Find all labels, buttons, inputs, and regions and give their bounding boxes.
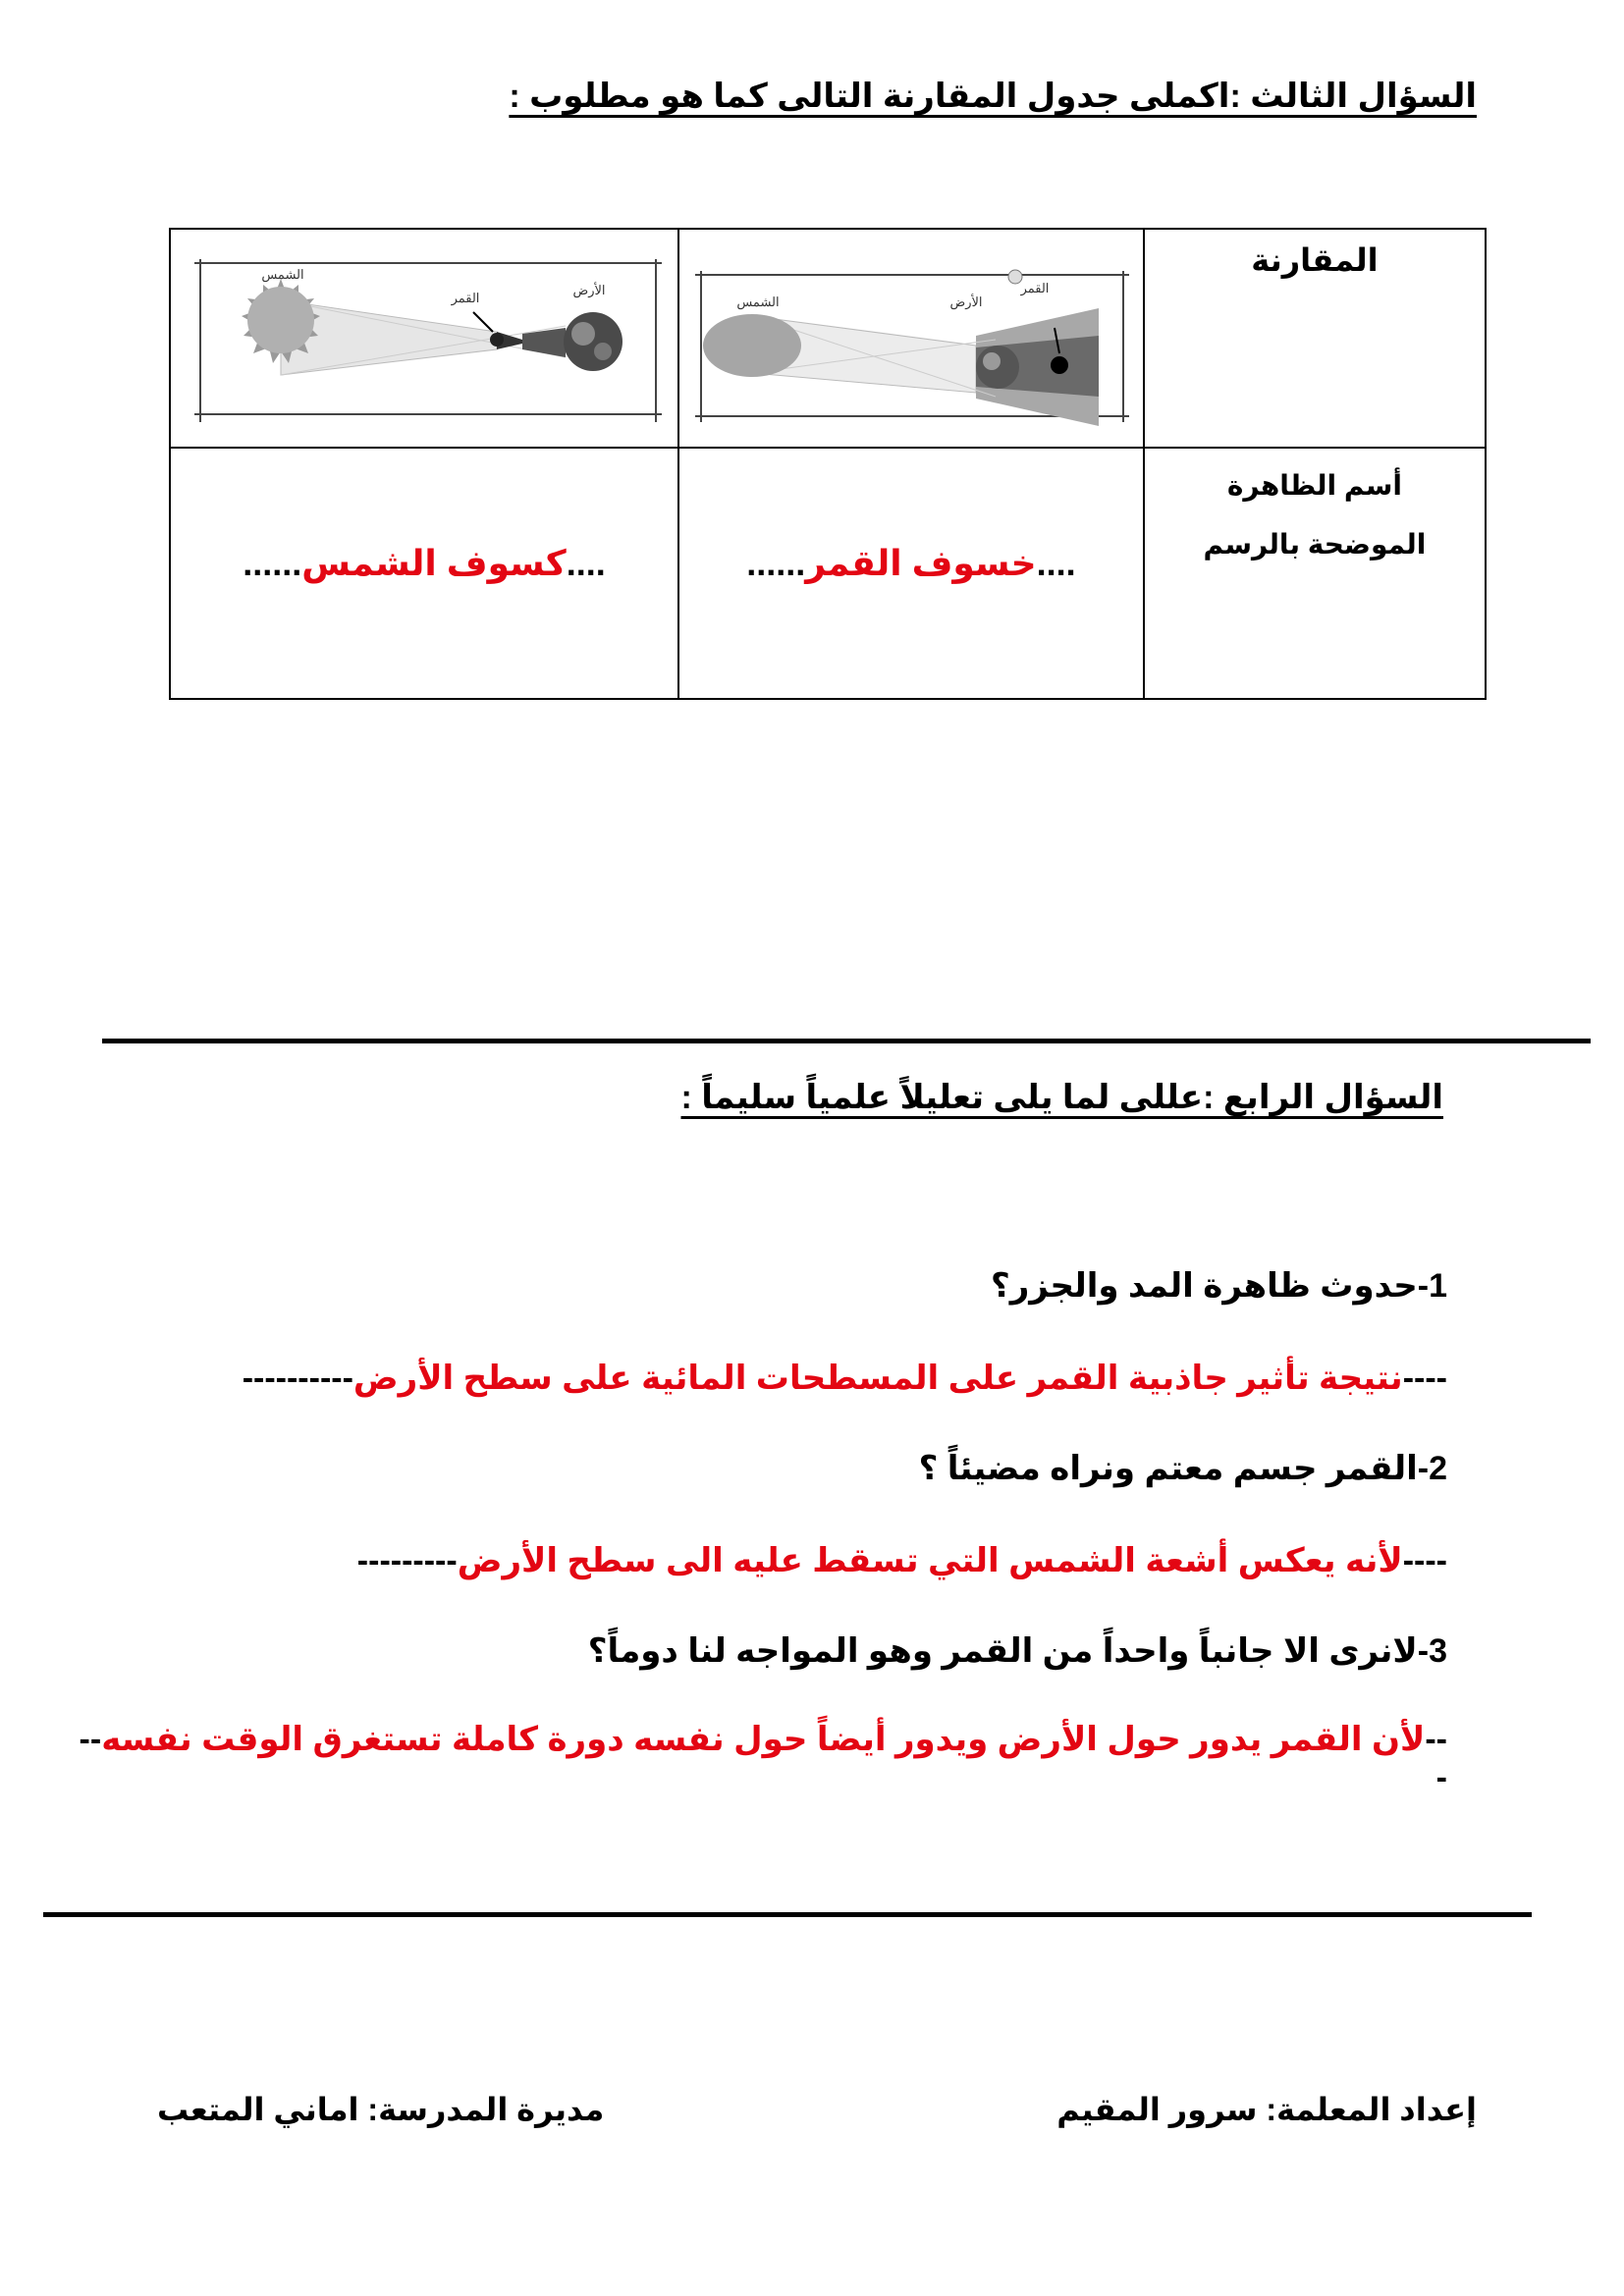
diagram-earth-label: الأرض [572, 283, 606, 297]
question4-item-3: 3-لانرى الا جانباً واحداً من القمر وهو المواجه لنا دوماً؟ [587, 1632, 1447, 1670]
lunar-eclipse-diagram [681, 230, 1143, 442]
question4-item-2: 2-القمر جسم معتم ونراه مضيئاً ؟ [918, 1450, 1447, 1487]
answer-text: نتيجة تأثير جاذبية القمر على المسطحات المائية على سطح الأرض [352, 1360, 1403, 1397]
diagram-sun-label: الشمس [736, 294, 780, 309]
diagram-moon-label: القمر [1020, 281, 1050, 295]
answer-text: لأنه يعكس أشعة الشمس التي تسقط عليه الى سطح الأرض [457, 1542, 1403, 1579]
table-header-cell [1144, 229, 1486, 448]
lunar-eclipse-answer-cell [678, 448, 1144, 699]
answer-suffix: --- [79, 1721, 1447, 1796]
solar-eclipse-diagram [173, 230, 677, 442]
phenomenon-label-line2: الموضحة بالرسم [1203, 529, 1427, 560]
section-divider [43, 1912, 1532, 1917]
answer-dots-right: .... [566, 543, 606, 583]
answer-prefix: ---- [1402, 1542, 1447, 1579]
question4-answer-1 [73, 1359, 1447, 1398]
sun-shape [703, 314, 801, 377]
solar-eclipse-answer-cell [170, 448, 678, 699]
moon-shape [490, 333, 504, 347]
question4-title: السؤال الرابع :عللى لما يلى تعليلاً علمياً سليماً : [680, 1079, 1443, 1116]
question4-answer-3 [73, 1720, 1447, 1797]
answer-text: لأن القمر يدور حول الأرض ويدور أيضاً حول نفسه دورة كاملة تستغرق الوقت نفسه [101, 1721, 1426, 1758]
earth-shape [564, 312, 623, 371]
answer-suffix: --------- [356, 1542, 458, 1579]
lunar-eclipse-image-cell [678, 229, 1144, 448]
answer-dots-right: .... [1036, 543, 1076, 583]
question4-item-1: 1-حدوث ظاهرة المد والجزر؟ [991, 1267, 1447, 1305]
question3-title: السؤال الثالث :اكملى جدول المقارنة التالى كما هو مطلوب : [509, 78, 1477, 115]
solar-eclipse-image-cell [170, 229, 678, 448]
answer-dots-left: ...... [243, 543, 302, 583]
answer-dots-left: ...... [746, 543, 806, 583]
phenomenon-label-cell [1144, 448, 1486, 699]
comparison-header: المقارنة [1251, 242, 1379, 278]
lunar-eclipse-answer: خسوف القمر [805, 543, 1037, 583]
diagram-sun-label: الشمس [261, 267, 304, 282]
phenomenon-label-line1: أسم الظاهرة [1226, 470, 1403, 501]
principal-signature: مديرة المدرسة: اماني المتعب [157, 2092, 605, 2127]
teacher-signature: إعداد المعلمة: سرور المقيم [1056, 2092, 1477, 2127]
section-divider [102, 1039, 1591, 1043]
comparison-table [169, 228, 1487, 700]
answer-prefix: ---- [1402, 1360, 1447, 1397]
solar-eclipse-answer: كسوف الشمس [301, 543, 567, 583]
question4-answer-2 [73, 1541, 1447, 1580]
answer-prefix: -- [1425, 1721, 1447, 1758]
moon-shape [1051, 356, 1068, 374]
diagram-moon-label: القمر [451, 291, 480, 305]
answer-suffix: ---------- [242, 1360, 353, 1397]
diagram-earth-label: الأرض [949, 294, 983, 309]
